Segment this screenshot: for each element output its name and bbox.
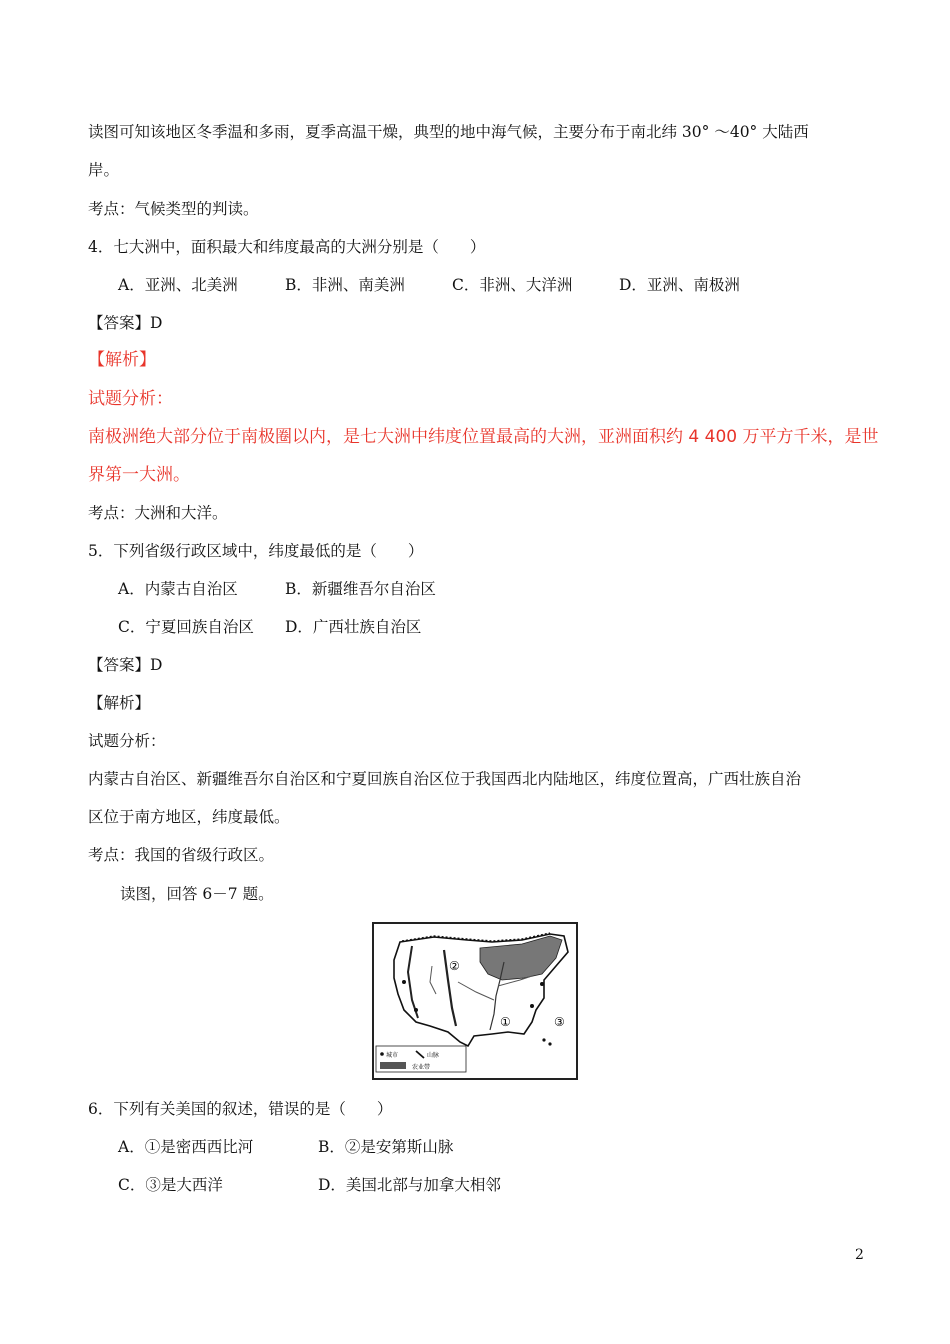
legend-city-icon xyxy=(380,1052,384,1056)
q5-stem: 5．下列省级行政区域中，纬度最低的是（ ） xyxy=(88,542,424,560)
q4-option-c: C．非洲、大洋洲 xyxy=(452,276,573,294)
q6-stem: 6．下列有关美国的叙述，错误的是（ ） xyxy=(88,1100,393,1118)
q6-option-d: D．美国北部与加拿大相邻 xyxy=(318,1176,501,1194)
q4-analysis-line-1: 南极洲绝大部分位于南极圈以内，是七大洲中纬度位置最高的大洲，亚洲面积约 4 400 万平方千米，是世 xyxy=(88,427,879,447)
island-dot xyxy=(542,1038,545,1041)
intro-line-2: 岸。 xyxy=(88,161,120,179)
island-dot xyxy=(548,1042,551,1045)
q5-option-c: C．宁夏回族自治区 xyxy=(118,618,254,636)
page-number: 2 xyxy=(855,1247,864,1263)
q6-option-c: C．③是大西洋 xyxy=(118,1176,223,1194)
usa-map-figure xyxy=(372,922,578,1080)
read-map-instruction: 读图，回答 6－7 题。 xyxy=(120,885,274,903)
q5-option-b: B．新疆维吾尔自治区 xyxy=(285,580,436,598)
map-marker-3: ③ xyxy=(554,1015,565,1029)
q5-option-d: D．广西壮族自治区 xyxy=(285,618,422,636)
legend-region-icon xyxy=(380,1062,406,1069)
q4-jiexi-label: 【解析】 xyxy=(88,350,156,370)
q4-option-b: B．非洲、南美洲 xyxy=(285,276,405,294)
intro-kaodian: 考点：气候类型的判读。 xyxy=(88,200,259,218)
q4-answer: 【答案】D xyxy=(88,314,163,332)
legend-region-label: 农业带 xyxy=(412,1064,431,1071)
q5-kaodian: 考点：我国的省级行政区。 xyxy=(88,846,275,864)
q5-analysis-line-1: 内蒙古自治区、新疆维吾尔自治区和宁夏回族自治区位于我国西北内陆地区，纬度位置高，广西壮族自治 xyxy=(88,770,802,788)
intro-line-1: 读图可知该地区冬季温和多雨，夏季高温干燥，典型的地中海气候，主要分布于南北纬 30° ～40° 大陆西 xyxy=(88,123,809,141)
q5-options-row-2 xyxy=(118,617,421,637)
city-dot xyxy=(402,980,406,984)
legend-mountain-label: 山脉 xyxy=(427,1052,440,1059)
q4-stem: 4．七大洲中，面积最大和纬度最高的大洲分别是（ ） xyxy=(88,238,486,256)
map-marker-1: ① xyxy=(500,1015,511,1029)
map-marker-2: ② xyxy=(449,959,460,973)
q5-options-row-1 xyxy=(118,579,436,599)
q6-option-b: B．②是安第斯山脉 xyxy=(318,1138,454,1156)
q5-jiexi-label: 【解析】 xyxy=(88,694,151,712)
legend-city-label: 城市 xyxy=(386,1052,399,1059)
q4-options xyxy=(118,275,740,295)
q4-kaodian: 考点：大洲和大洋。 xyxy=(88,504,228,522)
q4-analysis-label: 试题分析： xyxy=(88,389,173,409)
q4-analysis-line-2: 界第一大洲。 xyxy=(88,465,190,485)
q4-option-a: A．亚洲、北美洲 xyxy=(118,276,238,294)
q6-options-row-2 xyxy=(118,1175,501,1195)
q6-options-row-1 xyxy=(118,1137,453,1157)
q5-analysis-label: 试题分析： xyxy=(88,732,166,750)
q6-option-a: A．①是密西西比河 xyxy=(118,1138,254,1156)
city-dot xyxy=(540,982,544,986)
q5-analysis-line-2: 区位于南方地区，纬度最低。 xyxy=(88,808,290,826)
q5-answer: 【答案】D xyxy=(88,656,163,674)
city-dot xyxy=(414,1008,418,1012)
city-dot xyxy=(530,1004,534,1008)
q4-option-d: D．亚洲、南极洲 xyxy=(619,276,740,294)
q5-option-a: A．内蒙古自治区 xyxy=(118,580,238,598)
